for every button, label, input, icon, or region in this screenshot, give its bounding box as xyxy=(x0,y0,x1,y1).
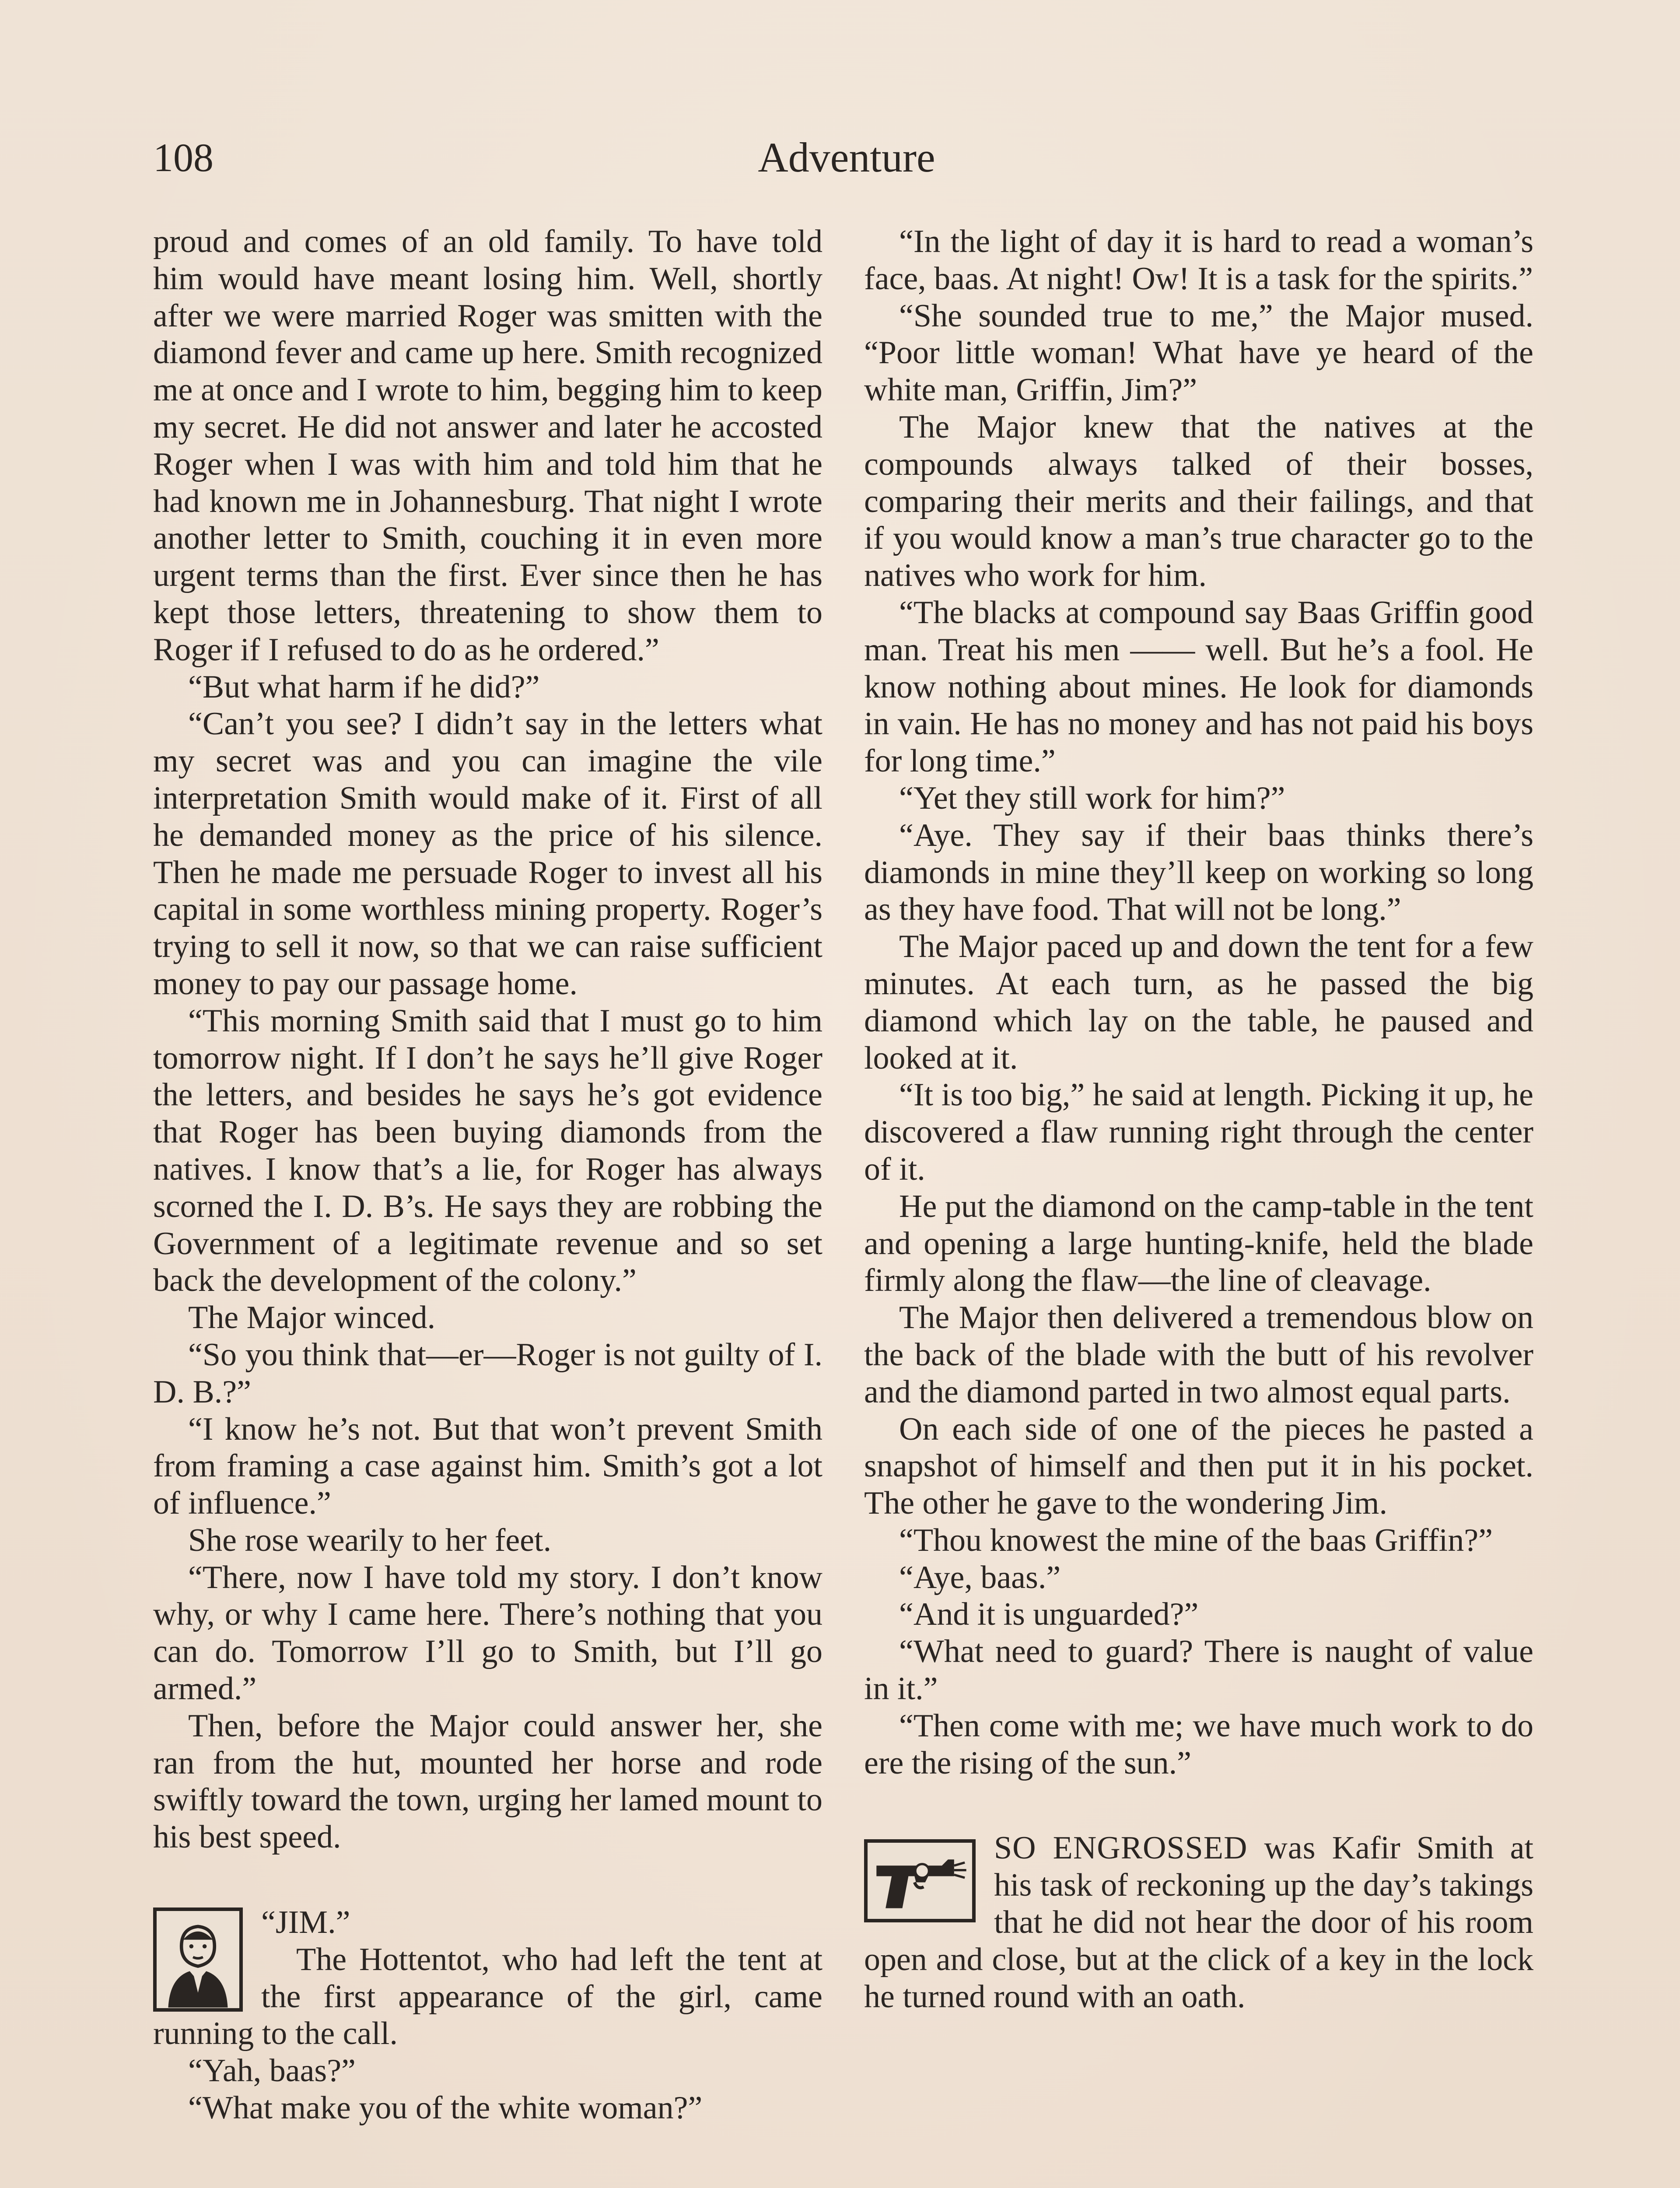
section-lead-in: SO ENGROSSED was xyxy=(994,1830,1316,1866)
paragraph: “This morning Smith said that I must go to him tomorrow night. If I don’t he says he’ll give Roger the letters, and besides he says he’s got evidence that Roger has been buying diamonds from the natives. I know that’s a lie, for Roger has always scorned the I. D. B’s. He says they are robbing the Government of a legitimate revenue and so set back the development of the colony.” xyxy=(153,1003,822,1299)
section-break xyxy=(864,1781,1533,1830)
paragraph: “Aye, baas.” xyxy=(899,1559,1061,1595)
paragraph: The Major paced up and down the tent for a few minutes. At each turn, as he passed the big diamond which lay on the table, he paused and looked at it. xyxy=(864,929,1533,1076)
paragraph: “Thou knowest the mine of the baas Griffin?” xyxy=(899,1522,1493,1558)
paragraph: “Yet they still work for him?” xyxy=(899,780,1285,816)
paragraph: “What make you of the white woman?” xyxy=(188,2090,703,2126)
paragraph: “She sounded true to me,” the Major mused. “Poor little woman! What have ye heard of the white man, Griffin, Jim?” xyxy=(864,298,1533,408)
revolver-spot-illustration-icon xyxy=(864,1839,976,1922)
running-title: Adventure xyxy=(758,134,935,181)
paragraph: “It is too big,” he said at length. Picking it up, he discovered a flaw running right through the center of it. xyxy=(864,1077,1533,1187)
paragraph: “Can’t you see? I didn’t say in the letters what my secret was and you can imagine the vile interpretation Smith would make of it. First of all he demanded money as the price of his silence. Then he made me persuade Roger to invest all his capital in some worthless mining property. Roger’s trying to sell it now, so that we can raise sufficient money to pay our passage home. xyxy=(153,706,822,1002)
paragraph: The Major knew that the natives at the compounds always talked of their bosses, comparing their merits and their failings, and that if you would know a man’s true character go to the natives who work for him. xyxy=(864,409,1533,594)
page-header xyxy=(153,127,1540,188)
paragraph: On each side of one of the pieces he pasted a snapshot of himself and then put it in his pocket. The other he gave to the wondering Jim. xyxy=(864,1411,1533,1522)
paragraph: “I know he’s not. But that won’t prevent Smith from framing a case against him. Smith’s got a lot of influence.” xyxy=(153,1411,822,1522)
paragraph: “Then come with me; we have much work to do ere the rising of the sun.” xyxy=(864,1708,1533,1781)
paragraph: “Aye. They say if their baas thinks there’s diamonds in mine they’ll keep on working so long as they have food. That will not be long.” xyxy=(864,817,1533,928)
paragraph: “But what harm if he did?” xyxy=(188,669,540,705)
right-text-column xyxy=(864,223,1533,2015)
paragraph: “And it is unguarded?” xyxy=(899,1596,1199,1633)
paragraph: “What need to guard? There is naught of value in it.” xyxy=(864,1634,1533,1707)
left-text-column xyxy=(153,223,822,2127)
paragraph: “The blacks at compound say Baas Griffin good man. Treat his men —— well. But he’s a fool. He know nothing about mines. He look for diamonds in vain. He has no money and has not paid his boys for long time.” xyxy=(864,594,1533,779)
paragraph: “Yah, baas?” xyxy=(188,2053,356,2089)
paragraph: He put the diamond on the camp-table in the tent and opening a large hunting-knife, held the blade firmly along the flaw—the line of cleavage. xyxy=(864,1188,1533,1299)
paragraph: “In the light of day it is hard to read a woman’s face, baas. At night! Ow! It is a task for the spirits.” xyxy=(864,224,1533,297)
paragraph: She rose wearily to her feet. xyxy=(188,1522,552,1558)
section-text: Kafir Smith at his task of reckoning up the day’s takings that he did not hear the door of his room open and close, but at the click of a key in the lock he turned round with an oath. xyxy=(864,1830,1533,2015)
section-break xyxy=(153,1856,822,1904)
paragraph: “There, now I have told my story. I don’t know why, or why I came here. There’s nothing that you can do. Tomorrow I’ll go to Smith, but I’ll go armed.” xyxy=(153,1559,822,1707)
paragraph: The Hottentot, who had left the tent at the first appearance of the girl, came running to the call. xyxy=(153,1941,822,2052)
paragraph: proud and comes of an old family. To have told him would have meant losing him. Well, shortly after we were married Roger was smitten with the diamond fever and came up here. Smith recognized me at once and I wrote to him, begging him to keep my secret. He did not answer and later he accosted Roger when I was with him and told him that he had known me in Johannesburg. That night I wrote another letter to Smith, couching it in even more urgent terms than the first. Ever since then he has kept those letters, threatening to show them to Roger if I refused to do as he ordered.” xyxy=(153,224,822,668)
section-heading: “JIM.” xyxy=(261,1904,350,1941)
paragraph: The Major winced. xyxy=(188,1300,436,1336)
page-number: 108 xyxy=(153,135,214,180)
paragraph: The Major then delivered a tremendous blow on the back of the blade with the butt of his revolver and the diamond parted in two almost equal parts. xyxy=(864,1300,1533,1410)
paragraph: “So you think that—er—Roger is not guilty of I. D. B.?” xyxy=(153,1336,822,1410)
portrait-spot-illustration-icon xyxy=(153,1907,243,2012)
paragraph: Then, before the Major could answer her, she ran from the hut, mounted her horse and rode swiftly toward the town, urging her lamed mount to his best speed. xyxy=(153,1708,822,1855)
